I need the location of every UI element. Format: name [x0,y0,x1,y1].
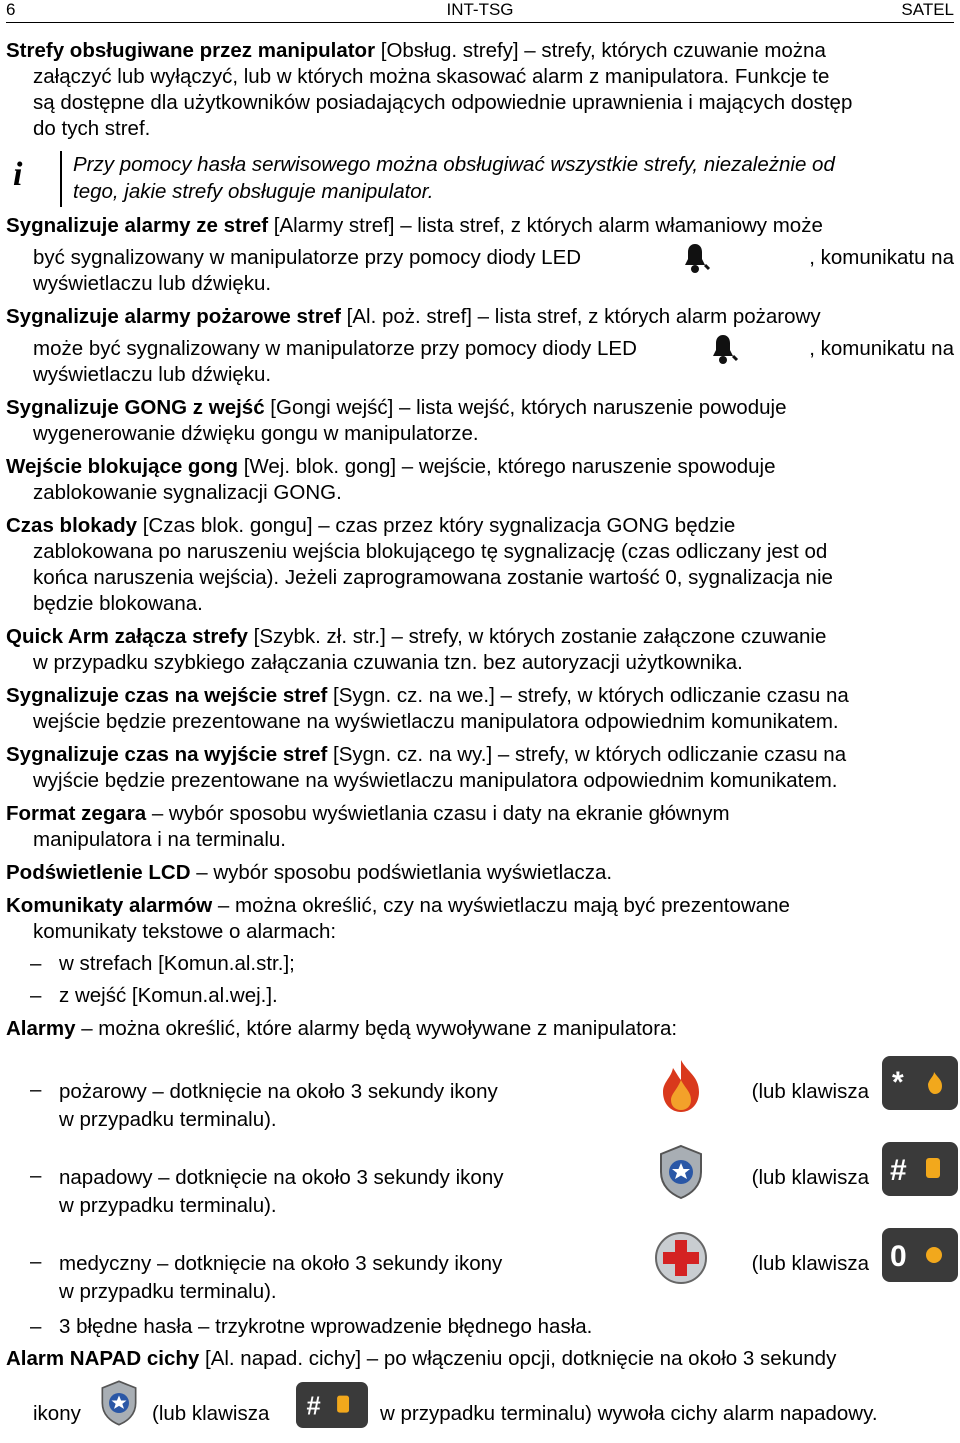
info-icon [6,155,40,189]
key-star-button[interactable] [882,1056,958,1110]
fire-icon [928,1072,942,1094]
document-title: INT-TSG [446,0,514,19]
definition-line: – można określić, które alarmy będą wywoływane z manipulatora: [75,1017,678,1040]
entry-komunikaty-alarmow [6,893,954,1009]
bell-led-icon [705,330,741,360]
entry-format-zegara [6,801,954,853]
definition-line: [Al. poż. stref] – lista stref, z których alarm pożarowy [340,305,821,328]
list-item-text: z wejść [Komun.al.wej.]. [59,984,278,1007]
definition-line: , komunikatu na [809,337,954,360]
list-dash: – [30,952,42,975]
key-hash-button[interactable] [882,1142,958,1196]
definition-line: są dostępne dla użytkowników posiadających odpowiednie uprawnienia i mających dostęp [33,91,853,114]
list-item [6,1314,954,1340]
list-dash: – [30,1078,42,1101]
entry-czas-blokady [6,513,954,617]
entry-obslugiwane-strefy [6,38,954,142]
definition-line: wygenerowanie dźwięku gongu w manipulatorze. [33,422,479,445]
definition-line: [Szybk. zł. str.] – strefy, w których zostanie załączone czuwanie [247,625,827,648]
alarm-text [59,1164,869,1220]
key-label: 0 [890,1240,907,1273]
badge-icon [337,1396,349,1413]
term: Czas blokady [6,514,138,537]
list-dash: – [30,1164,42,1187]
definition-line: [Sygn. cz. na wy.] – strefy, w których odliczanie czasu na [327,743,847,766]
definition-line: w przypadku szybkiego załączania czuwania tzn. bez autoryzacji użytkownika. [33,651,743,674]
definition-text: (lub klawisza [152,1402,270,1425]
term: Alarmy [6,1017,76,1040]
definition-line: zablokowanie sygnalizacji GONG. [33,481,342,504]
svg-text:i: i [13,156,23,189]
term: Alarm NAPAD cichy [6,1347,200,1370]
entry-alarmy-pozarowe [6,304,954,388]
definition-text: ikony [33,1402,81,1425]
page-content [6,38,954,1443]
list-item-text: 3 błędne hasła – trzykrotne wprowadzenie błędnego hasła. [59,1315,593,1338]
definition-line: [Czas blok. gongu] – czas przez który sygnalizacja GONG będzie [137,514,736,537]
definition-line: wyświetlaczu lub dźwięku. [33,363,272,386]
term: Format zegara [6,802,147,825]
note-line: Przy pomocy hasła serwisowego można obsługiwać wszystkie strefy, niezależnie od [73,153,835,176]
term: Quick Arm załącza strefy [6,625,248,648]
entry-alarm-napad-cichy [6,1346,954,1436]
definition-line: zablokowana po naruszeniu wejścia blokującego tę sygnalizację (czas odliczany jest od [33,540,828,563]
key-hash-button[interactable] [296,1382,368,1428]
alarm-line: w przypadku terminalu). [59,1194,277,1217]
definition-line: załączyć lub wyłączyć, lub w których można skasować alarm z manipulatora. Funkcje te [33,65,830,88]
term: Sygnalizuje alarmy ze stref [6,214,269,237]
definition-line: do tych stref. [33,117,151,140]
list-item [6,951,954,977]
list-dash: – [30,1315,42,1338]
definition-line: [Al. napad. cichy] – po włączeniu opcji, dotknięcie na około 3 sekundy [199,1347,837,1370]
page-header [6,0,954,23]
key-zero-button[interactable] [882,1228,958,1282]
definition-line: [Gongi wejść] – lista wejść, których naruszenie powoduje [264,396,787,419]
list-item-text: w strefach [Komun.al.str.]; [59,952,295,975]
definition-line: manipulatora i na terminalu. [33,828,286,851]
definition-line: będzie blokowana. [33,592,203,615]
medical-cross-icon[interactable] [651,1228,711,1288]
term: Strefy obsługiwane przez manipulator [6,39,376,62]
alarm-text [59,1078,869,1134]
bell-led-icon [677,239,713,269]
definition-line: być sygnalizowany w manipulatorze przy pomocy diody LED [33,246,582,269]
entry-quick-arm [6,624,954,676]
definition-line: [Obsług. strefy] – strefy, których czuwanie można [375,39,826,62]
alarm-item-medical [6,1228,954,1314]
alarm-line: w przypadku terminalu). [59,1108,277,1131]
medical-icon [926,1247,942,1263]
definition-line: [Wej. blok. gong] – wejście, którego naruszenie spowoduje [238,455,776,478]
entry-czas-na-wejscie [6,683,954,735]
entry-gong [6,395,954,447]
definition-line: wejście będzie prezentowane na wyświetlaczu manipulatora odpowiednim komunikatem. [33,710,839,733]
term: Podświetlenie LCD [6,861,191,884]
alarm-line: (lub klawisza [751,1252,869,1275]
definition-line: wyjście będzie prezentowane na wyświetlaczu manipulatora odpowiednim komunikatem. [33,769,838,792]
definition-line: [Sygn. cz. na we.] – strefy, w których odliczanie czasu na [327,684,849,707]
entry-wejscie-blokujace [6,454,954,506]
page-number: 6 [6,0,16,19]
definition-line: komunikaty tekstowe o alarmach: [33,920,337,943]
term: Sygnalizuje czas na wejście stref [6,684,328,707]
fire-icon[interactable] [651,1056,711,1116]
alarm-line: medyczny – dotknięcie na około 3 sekundy ikony [59,1252,503,1275]
alarm-line: w przypadku terminalu). [59,1280,277,1303]
definition-line: , komunikatu na [809,246,954,269]
term: Sygnalizuje GONG z wejść [6,396,265,419]
list-dash: – [30,984,42,1007]
entry-alarmy-stref [6,213,954,297]
list-dash: – [30,1250,42,1273]
term: Sygnalizuje alarmy pożarowe stref [6,305,341,328]
definition-line: wyświetlaczu lub dźwięku. [33,272,272,295]
definition-text: w przypadku terminalu) wywoła cichy alarm napadowy. [380,1402,878,1425]
alarm-text [59,1250,869,1306]
police-badge-icon[interactable] [651,1142,711,1202]
definition-line: – wybór sposobu podświetlania wyświetlacza. [190,861,613,884]
note-divider [60,151,62,207]
definition-line [6,1376,954,1436]
badge-icon [926,1158,940,1178]
brand-name: SATEL [901,0,954,19]
alarm-item-fire [6,1056,954,1142]
entry-czas-na-wyjscie [6,742,954,794]
definition-line: końca naruszenia wejścia). Jeżeli zaprogramowana zostanie wartość 0, sygnalizacja nie [33,566,833,589]
alarm-line: napadowy – dotknięcie na około 3 sekundy ikony [59,1166,504,1189]
term: Wejście blokujące gong [6,455,239,478]
key-label: # [306,1392,321,1421]
definition-line: może być sygnalizowany w manipulatorze przy pomocy diody LED [33,337,637,360]
info-note [6,151,954,205]
entry-alarmy [6,1016,954,1042]
alarm-line: pożarowy – dotknięcie na około 3 sekundy ikony [59,1080,498,1103]
entry-podswietlenie [6,860,954,886]
alarm-item-panic [6,1142,954,1228]
definition-line: – można określić, czy na wyświetlaczu mają być prezentowane [212,894,790,917]
term: Komunikaty alarmów [6,894,213,917]
key-label: # [890,1154,907,1187]
alarm-line: (lub klawisza [751,1166,869,1189]
term: Sygnalizuje czas na wyjście stref [6,743,328,766]
list-item [6,983,954,1009]
key-label: * [892,1066,904,1099]
note-line: tego, jakie strefy obsługuje manipulator. [73,180,434,203]
definition-line: – wybór sposobu wyświetlania czasu i daty na ekranie głównym [146,802,730,825]
police-badge-icon[interactable] [94,1378,144,1428]
definition-line: [Alarmy stref] – lista stref, z których alarm włamaniowy może [268,214,823,237]
alarm-line: (lub klawisza [751,1080,869,1103]
